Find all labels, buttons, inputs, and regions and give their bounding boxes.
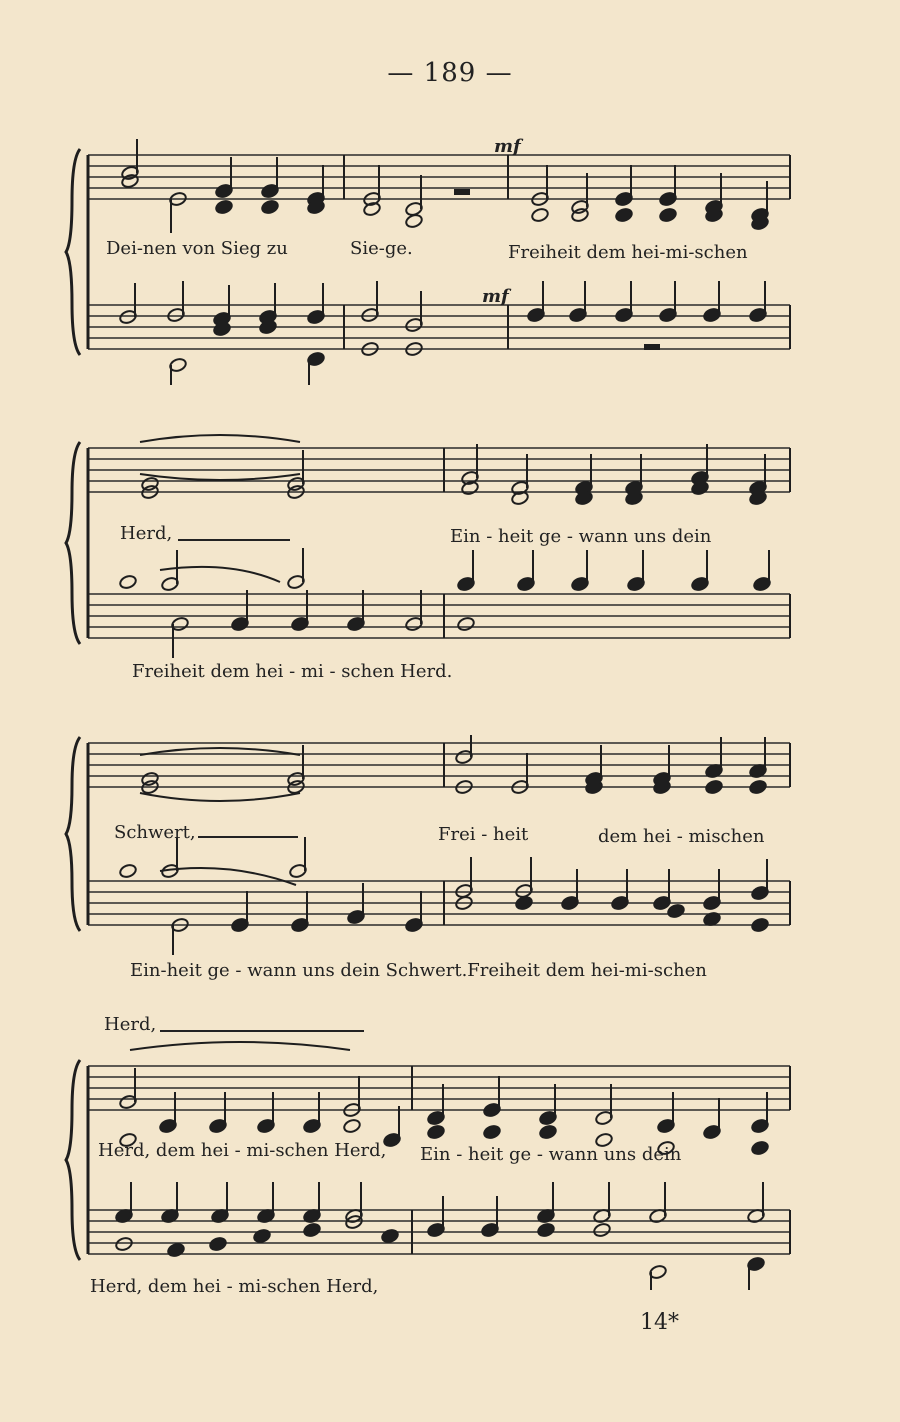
lyric-line: Ein-heit ge - wann uns dein Schwert.Freiheit dem hei-mi-schen <box>130 960 707 981</box>
lyric-line: Ein - heit ge - wann uns dein <box>420 1144 682 1165</box>
lyric-line: Herd, <box>104 1014 157 1035</box>
lyric-line: Dei-nen von Sieg zu <box>106 238 288 259</box>
signature-mark: 14* <box>640 1310 679 1335</box>
lyric-line: Herd, dem hei - mi-schen Herd, <box>98 1140 387 1161</box>
lyric-line: Frei - heit <box>438 824 529 845</box>
lyric-line: Freiheit dem hei-mi-schen <box>508 242 748 263</box>
lyric-line: Sie-ge. <box>350 238 413 259</box>
extender-line <box>198 836 298 838</box>
lyric-line: Ein - heit ge - wann uns dein <box>450 526 712 547</box>
lyric-line: Herd, dem hei - mi-schen Herd, <box>90 1276 379 1297</box>
lyric-line: Schwert, <box>114 822 196 843</box>
lyric-line: Freiheit dem hei - mi - schen Herd. <box>132 661 453 682</box>
dynamic-marking: mf <box>482 286 509 307</box>
extender-line <box>178 539 290 541</box>
dynamic-marking: mf <box>494 136 521 157</box>
lyric-line: Herd, <box>120 523 173 544</box>
system-3-staves <box>0 735 900 955</box>
page-number: — 189 — <box>387 58 513 88</box>
lyric-line: dem hei - mischen <box>598 826 765 847</box>
